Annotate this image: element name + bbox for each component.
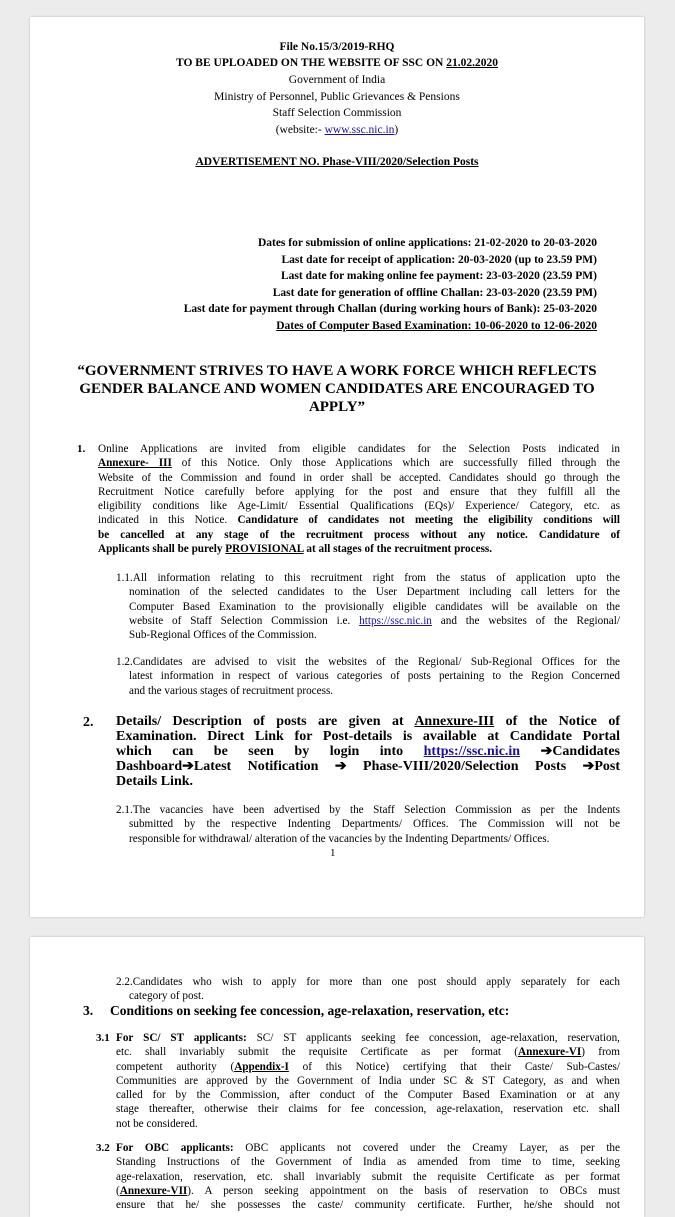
upload-date: 21.02.2020 — [446, 57, 498, 69]
upload-notice: TO BE UPLOADED ON THE WEBSITE OF SSC ON 21.02.2020 — [176, 57, 498, 69]
section-1-2-text: 1.2.Candidates are advised to visit the websites of the Regional/ Sub-Regional Offices for the latest information in respect of various categories of posts pertaining to the Region Concerned and the various stages of recruitment process. — [116, 656, 620, 697]
date-line: Last date for receipt of application: 20-03-2020 (up to 23.59 PM) — [281, 253, 597, 266]
dates-block — [184, 235, 597, 335]
section-3-2-number: 3.2 — [96, 1142, 110, 1154]
commission-line: Staff Selection Commission — [272, 107, 402, 119]
section-3-1-text: For SC/ ST applicants: SC/ ST applicants seeking fee concession, age-relaxation, reservation, etc. shall invariably submit the requisite Certificate as per format (Annexure-VI) from competent authority (Appendix-I of this Notice) certifying that their Caste/ Sub-Castes/ Communities are approved by the Government of India under SC & ST Category, as and when called for by the Commission, after conduct of the Computer Based Examination or at any stage thereafter, otherwise their claims for fee concession, age-relaxation, reservation etc. shall not be considered. — [116, 1032, 620, 1130]
advertisement-number: ADVERTISEMENT NO. Phase-VIII/2020/Selection Posts — [195, 156, 479, 168]
date-line: Dates for submission of online applications: 21-02-2020 to 20-03-2020 — [257, 237, 597, 249]
gender-balance-quote: “GOVERNMENT STRIVES TO HAVE A WORK FORCE WHICH REFLECTS GENDER BALANCE AND WOMEN CANDIDATES ARE ENCOURAGED TO APPLY” — [77, 363, 597, 415]
document-page-1 — [30, 17, 644, 917]
section-2-text: Details/ Description of posts are given at Annexure-III of the Notice of Examination. Direct Link for Post-details is available at Candidate Portal which can be seen by login into https://ssc.nic.in ➔Candidates Dashboard➔Latest Notification ➔ Phase-VIII/2020/Selection Posts ➔Post Details Link. — [116, 714, 621, 789]
date-line: Last date for payment through Challan (during working hours of Bank): 25-03-2020 — [183, 303, 597, 316]
government-line: Government of India — [288, 74, 386, 86]
section-1-text: Online Applications are invited from eligible candidates for the Selection Posts indicated in Annexure- III of this Notice. Only those Applications which are successfully filled through the Website of the Commission and found in order shall be accepted. Candidates should go through the Recruitment Notice carefully before applying for the post and ensure that they fulfill all the eligibility conditions like Age-Limit/ Essential Qualifications (EQs)/ Experience/ Category, etc. as indicated in this Notice. Candidature of candidates not meeting the eligibility conditions will be cancelled at any stage of the recruitment process without any notice. Candidature of Applicants shall be purely PROVISIONAL at all stages of the recruitment process. — [98, 443, 620, 556]
section-1-number: 1. — [77, 443, 86, 455]
website-line: (website:- www.ssc.nic.in) — [275, 124, 399, 136]
website-link[interactable]: www.ssc.nic.in — [324, 124, 395, 136]
section-2-1-text: 2.1.The vacancies have been advertised by the Staff Selection Commission as per the Indents submitted by the respective Indenting Departments/ Offices. The Commission will not be responsible for withdrawal/ alteration of the vacancies by the Indenting Departments/ Offices. — [116, 804, 620, 845]
date-line: Last date for generation of offline Challan: 23-03-2020 (23.59 PM) — [272, 286, 597, 299]
section-2-number: 2. — [83, 715, 94, 730]
ministry-line: Ministry of Personnel, Public Grievances & Pensions — [214, 91, 460, 103]
file-number: File No.15/3/2019-RHQ — [279, 41, 395, 53]
candidate-portal-link[interactable]: https://ssc.nic.in — [423, 744, 521, 759]
section-2-2-text: 2.2.Candidates who wish to apply for more than one post should apply separately for each category of post. — [116, 976, 620, 1003]
document-page-2 — [30, 937, 644, 1217]
page-number: 1 — [330, 847, 336, 859]
date-line: Dates of Computer Based Examination: 10-06-2020 to 12-06-2020 — [276, 319, 597, 332]
section-3-number: 3. — [83, 1003, 94, 1018]
section-3-title: Conditions on seeking fee concession, age-relaxation, reservation, etc: — [110, 1003, 510, 1018]
section-1-1-text: 1.1.All information relating to this recruitment right from the status of application upto the nomination of the selected candidates to the User Department including call letters for the Computer Based Examination to the provisionally eligible candidates will be available on the website of Staff Selection Commission i.e. https://ssc.nic.in and the websites of the Regional/ Sub-Regional Offices of the Commission. — [116, 572, 620, 642]
date-line: Last date for making online fee payment: 23-03-2020 (23.59 PM) — [280, 270, 597, 283]
section-3-2-text: For OBC applicants: OBC applicants not covered under the Creamy Layer, as per the Standing Instructions of the Government of India as amended from time to time, seeking age-relaxation, reservation, etc. shall invariably submit the requisite Certificate as per format (Annexure-VII). A person seeking appointment on the basis of reservation to OBCs must ensure that he/ she possesses the caste/ community certificate. Further, he/she should not — [116, 1142, 620, 1212]
ssc-portal-link[interactable]: https://ssc.nic.in — [359, 614, 432, 627]
section-3-1-number: 3.1 — [96, 1032, 110, 1044]
